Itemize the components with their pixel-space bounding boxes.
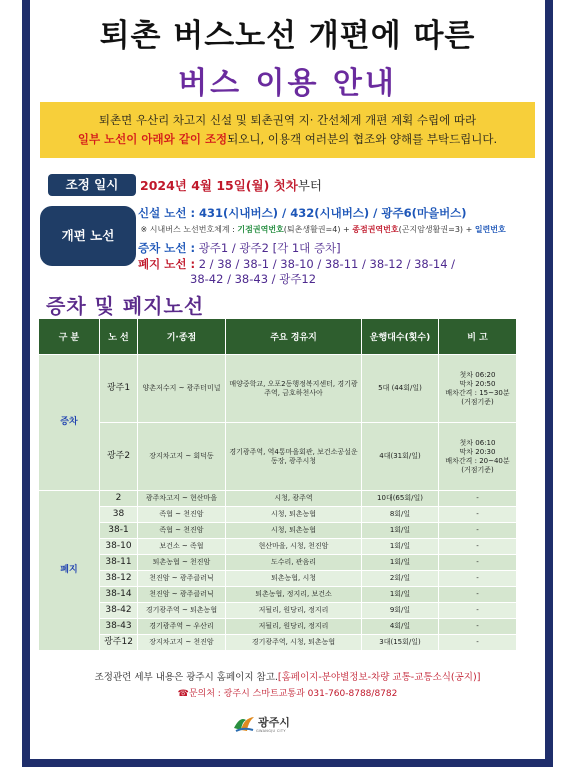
abolished-routes-values-2: 38-42 / 38-43 / 광주12 [190, 272, 317, 286]
notice-line-2-rest: 되오니, 이용객 여러분의 협조와 양해를 부탁드립니다. [227, 132, 498, 146]
header-category: 구 분 [39, 319, 100, 355]
route-table [38, 318, 517, 651]
via-cell: 경기광주역, 역4통마을회관, 보건소공설운동장, 광주시청 [226, 423, 362, 491]
abolished-routes-values-1: 2 / 38 / 38-1 / 38-10 / 38-11 / 38-12 / 38-14 / [195, 256, 456, 271]
remark-cell: - [439, 619, 517, 635]
new-routes-key: 신설 노선 : [138, 206, 196, 220]
buses-cell: 2회/일 [362, 571, 439, 587]
increase-routes-key: 증차 노선 : [138, 241, 196, 255]
footer-reference-path: [홈페이지-분야별정보-차량 교통-교통소식(공지)] [277, 672, 481, 683]
route-number-note [138, 222, 518, 238]
remark-cell: - [439, 571, 517, 587]
new-routes-values: 431(시내버스) / 432(시내버스) / 광주6(마을버스) [195, 206, 467, 220]
schedule-date-suffix: 부터 [297, 178, 322, 193]
footer-reference-text: 조정관련 세부 내용은 광주시 홈페이지 참고. [94, 672, 278, 683]
new-routes-line [138, 206, 518, 222]
route-cell: 38-11 [100, 555, 138, 571]
table-row [39, 555, 517, 571]
terminals-cell: 퇴촌농협 ~ 천진암 [138, 555, 226, 571]
remark-first: 첫차 06:10 [459, 438, 496, 447]
header-remark: 비 고 [439, 319, 517, 355]
schedule-label: 조정 일시 [48, 174, 136, 196]
city-emblem-icon [232, 712, 256, 734]
section-title [46, 290, 204, 319]
increase-routes-values: 광주1 / 광주2 [각 1대 증차] [195, 241, 341, 255]
logo-subtext: GWANGJU CITY [256, 729, 286, 733]
table-row [39, 355, 517, 423]
buses-cell: 3대(15회/일) [362, 635, 439, 651]
schedule-date-value: 2024년 4월 15일(월) 첫차 [140, 178, 298, 193]
route-cell: 2 [100, 491, 138, 507]
buses-cell: 1회/일 [362, 523, 439, 539]
section-title-text: 증차 및 폐지노선 [46, 294, 205, 318]
remark-cell: - [439, 587, 517, 603]
buses-cell: 1회/일 [362, 555, 439, 571]
notice-highlight: 일부 노선이 아래와 같이 조정 [77, 132, 228, 146]
table-row [39, 491, 517, 507]
terminals-cell: 양촌저수지 ~ 광주터미널 [138, 355, 226, 423]
remark-cell: - [439, 635, 517, 651]
note-blue: 일련번호 [474, 224, 506, 234]
table-row [39, 423, 517, 491]
terminals-cell: 천진암 ~ 광주클러닉 [138, 571, 226, 587]
terminals-cell: 보건소 ~ 족협 [138, 539, 226, 555]
group-abolish: 폐지 [39, 491, 100, 651]
remark-cell: - [439, 603, 517, 619]
notice-line-2 [40, 130, 535, 149]
header-route: 노 선 [100, 319, 138, 355]
via-cell: 매양중학교, 오포2동행정복지센터, 경기광주역, 금호하천사아 [226, 355, 362, 423]
buses-cell: 1회/일 [362, 587, 439, 603]
via-cell: 도수리, 관음리 [226, 555, 362, 571]
via-cell: 퇴촌농협, 시청 [226, 571, 362, 587]
terminals-cell: 장지차고지 ~ 천진암 [138, 635, 226, 651]
route-cell: 38-10 [100, 539, 138, 555]
terminals-cell: 족협 ~ 천진암 [138, 523, 226, 539]
schedule-date [140, 176, 322, 194]
table-row [39, 539, 517, 555]
table-row [39, 571, 517, 587]
terminals-cell: 족협 ~ 천진암 [138, 507, 226, 523]
via-cell: 저될리, 원당리, 정지리 [226, 619, 362, 635]
routes-label: 개편 노선 [40, 206, 136, 266]
terminals-cell: 경기광주역 ~ 우산리 [138, 619, 226, 635]
buses-cell: 4대(31회/일) [362, 423, 439, 491]
abolished-routes-line [138, 257, 518, 273]
logo-text: 광주시 [258, 716, 290, 729]
remark-basis: (거점기준) [461, 465, 494, 474]
remark-cell: - [439, 507, 517, 523]
route-cell: 38-12 [100, 571, 138, 587]
remark-interval: 배차간격 : 15~30분 [445, 388, 510, 397]
header-buses: 운행대수(횟수) [362, 319, 439, 355]
buses-cell: 1회/일 [362, 539, 439, 555]
route-cell: 38-43 [100, 619, 138, 635]
route-cell: 38-1 [100, 523, 138, 539]
increase-routes-line [138, 241, 518, 257]
buses-cell: 8회/일 [362, 507, 439, 523]
terminals-cell: 경기광주역 ~ 퇴촌농협 [138, 603, 226, 619]
header-via: 주요 경유지 [226, 319, 362, 355]
notice-banner [40, 102, 535, 158]
route-cell: 38-14 [100, 587, 138, 603]
routes-info [138, 206, 518, 288]
table-row [39, 587, 517, 603]
note-prefix: ※ 시내버스 노선번호체계 : [140, 224, 238, 234]
table-row [39, 603, 517, 619]
footer-reference [0, 669, 575, 683]
table-row [39, 507, 517, 523]
route-cell: 38 [100, 507, 138, 523]
remark-cell: - [439, 523, 517, 539]
remark-first: 첫차 06:20 [459, 370, 496, 379]
remark-basis: (거점기준) [461, 397, 494, 406]
terminals-cell: 광주차고지 ~ 현산마을 [138, 491, 226, 507]
via-cell: 저될리, 원당리, 정지리 [226, 603, 362, 619]
via-cell: 경기광주역, 시청, 퇴촌농협 [226, 635, 362, 651]
remark-cell [439, 423, 517, 491]
table-row [39, 619, 517, 635]
route-cell: 38-42 [100, 603, 138, 619]
route-cell: 광주1 [100, 355, 138, 423]
route-cell: 광주12 [100, 635, 138, 651]
remark-cell [439, 355, 517, 423]
via-cell: 현산마을, 시청, 천진암 [226, 539, 362, 555]
remark-cell: - [439, 491, 517, 507]
route-cell: 광주2 [100, 423, 138, 491]
buses-cell: 10대(65회/일) [362, 491, 439, 507]
remark-cell: - [439, 539, 517, 555]
remark-cell: - [439, 555, 517, 571]
remark-last: 막차 20:50 [459, 379, 496, 388]
remark-interval: 배차간격 : 20~40분 [445, 456, 510, 465]
table-row [39, 523, 517, 539]
page-subtitle: 버스 이용 안내 [178, 66, 397, 101]
table-row [39, 635, 517, 651]
notice-line-1: 퇴촌면 우산리 차고지 신설 및 퇴촌권역 지· 간선체계 개편 계획 수립에 따라 [98, 113, 477, 127]
terminals-cell: 장지차고지 ~ 회덕동 [138, 423, 226, 491]
note-green: 기점권역번호 [237, 224, 284, 234]
via-cell: 퇴촌농협, 정지리, 보건소 [226, 587, 362, 603]
header-terminals: 기·종점 [138, 319, 226, 355]
group-increase: 증차 [39, 355, 100, 491]
remark-last: 막차 20:30 [459, 447, 496, 456]
via-cell: 시청, 퇴촌농협 [226, 523, 362, 539]
buses-cell: 5대 (44회/일) [362, 355, 439, 423]
note-red: 종점권역번호 [352, 224, 399, 234]
footer-contact: ☎문의처 : 광주시 스마트교통과 031-760-8788/8782 [177, 689, 398, 699]
via-cell: 시청, 퇴촌농협 [226, 507, 362, 523]
note-mid-1: (퇴촌생활권=4) + [283, 224, 353, 234]
abolished-routes-key: 폐지 노선 : [138, 256, 196, 271]
page-title: 퇴촌 버스노선 개편에 따른 [99, 18, 476, 54]
via-cell: 시청, 광주역 [226, 491, 362, 507]
note-mid-2: (곤지암생활권=3) + [398, 224, 475, 234]
buses-cell: 9회/일 [362, 603, 439, 619]
city-logo [232, 710, 302, 736]
table-header-row [39, 319, 517, 355]
terminals-cell: 천진암 ~ 광주클러닉 [138, 587, 226, 603]
buses-cell: 4회/일 [362, 619, 439, 635]
